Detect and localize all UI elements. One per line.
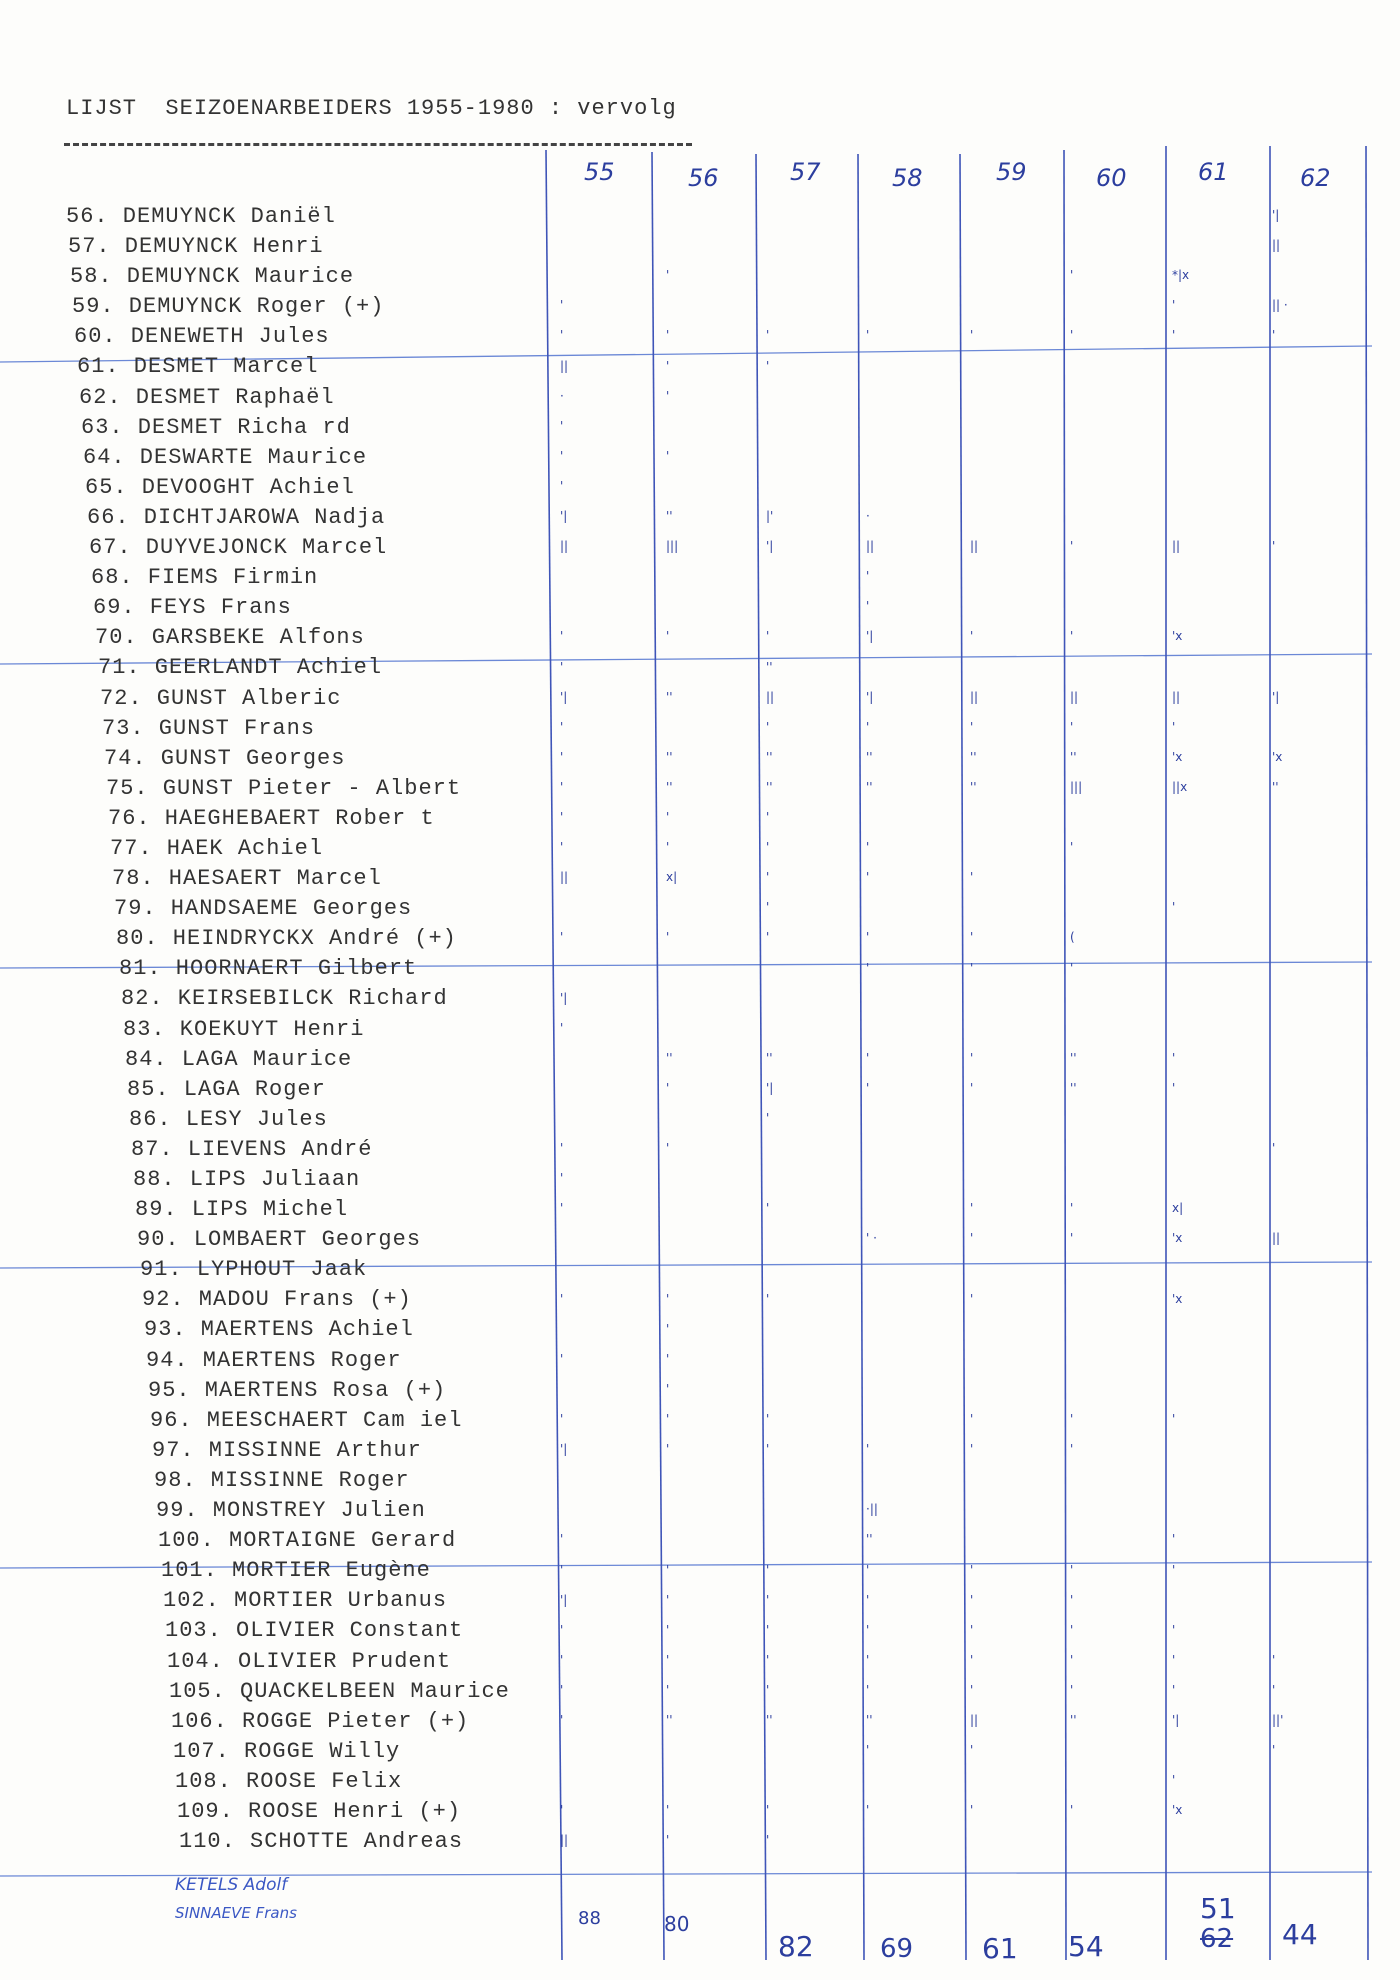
worker-row: 84. LAGA Maurice [125,1046,353,1072]
worker-row: 97. MISSINNE Arthur [152,1437,422,1463]
tally-mark: '| [766,539,774,554]
tally-mark: x| [1172,1201,1184,1216]
tally-mark: ' [866,1682,870,1697]
tally-mark: ' [560,1291,564,1306]
tally-mark: ' [560,779,564,794]
worker-row: 72. GUNST Alberic [100,685,342,711]
tally-mark: 'x [1172,749,1183,764]
tally-mark: '' [1070,1080,1077,1095]
worker-row: 78. HAESAERT Marcel [112,866,382,892]
tally-mark: ' [970,1803,974,1818]
tally-mark: '' [1272,779,1279,794]
worker-row: 94. MAERTENS Roger [146,1347,402,1373]
tally-mark: '| [766,1080,774,1095]
worker-row: 73. GUNST Frans [102,715,316,741]
tally-mark: ' [1172,1562,1176,1577]
worker-row: 80. HEINDRYCKX André (+) [116,926,457,952]
tally-mark: ' [766,810,770,824]
tally-mark: ' [866,1803,870,1818]
tally-mark: '' [1070,749,1077,764]
tally-mark: '' [666,779,673,794]
tally-mark: ' [970,328,974,343]
tally-mark: |' [766,509,774,523]
tally-mark: ' [1070,268,1074,283]
tally-mark: ' [970,1080,974,1095]
tally-mark: ' [560,418,564,433]
column-total-55: 88 [578,1908,601,1929]
worker-row: 85. LAGA Roger [127,1076,326,1102]
tally-mark: ' [1172,1532,1176,1547]
year-header-55: 55 [584,158,615,186]
tally-mark: '' [866,749,873,764]
worker-row: 81. HOORNAERT Gilbert [119,956,418,982]
tally-mark: ' [970,1291,974,1306]
tally-mark: '' [1070,1050,1077,1065]
tally-mark: ' [1172,1773,1176,1788]
tally-mark: '| [560,689,568,704]
tally-mark: '' [766,779,773,794]
tally-mark: ' [560,298,564,313]
tally-mark: ' [766,1652,770,1667]
tally-mark: ' [666,1803,670,1818]
tally-mark: '' [866,1532,873,1547]
worker-row: 63. DESMET Richa rd [81,414,351,440]
year-header-57: 57 [790,158,821,186]
worker-row: 79. HANDSAEME Georges [114,896,413,922]
tally-mark: '' [766,749,773,764]
tally-mark: ' [1070,1803,1074,1818]
worker-row: 90. LOMBAERT Georges [137,1227,422,1253]
tally-mark: || [1172,539,1181,554]
tally-mark: ' [866,719,870,734]
added-name-1: KETELS Adolf [175,1875,288,1895]
year-header-61: 61 [1198,158,1229,186]
tally-mark: ' [1070,1231,1074,1246]
tally-mark: '| [866,629,874,644]
tally-mark: || [970,1713,979,1727]
tally-mark: || [766,689,775,704]
tally-mark: ' [1172,719,1176,734]
tally-mark: x| [666,870,678,885]
tally-mark: ' [1070,1442,1074,1457]
tally-mark: '' [666,749,673,764]
tally-mark: ' [970,1592,974,1607]
worker-row: 56. DEMUYNCK Daniël [66,204,336,229]
tally-mark: ' [560,1020,564,1035]
tally-mark: ' [1070,1592,1074,1607]
tally-mark: ' [560,448,564,463]
tally-mark: ' [970,719,974,734]
tally-mark: ' [666,1562,670,1577]
tally-mark: || [560,539,569,554]
tally-mark: ' [970,930,974,945]
title-underline [64,143,692,146]
worker-row: 77. HAEK Achiel [110,835,324,861]
tally-mark: ' [1172,328,1176,343]
tally-mark: ' [560,840,564,855]
tally-mark: ' [666,1351,670,1366]
tally-mark: ' [866,1652,870,1667]
tally-mark: ' [766,1201,770,1216]
tally-mark: ' [766,870,770,885]
worker-row: 76. HAEGHEBAERT Rober t [108,805,435,831]
tally-mark: ' [666,930,670,945]
worker-row: 91. LYPHOUT Jaak [140,1257,368,1283]
tally-mark: ' [1272,1141,1276,1156]
year-header-56: 56 [688,164,719,192]
tally-mark: ' [666,840,670,855]
tally-mark: || [560,358,569,373]
tally-mark: ' [1070,1622,1074,1637]
worker-row: 104. OLIVIER Prudent [167,1648,452,1674]
worker-row: 60. DENEWETH Jules [74,324,330,350]
tally-mark: ' [866,930,870,945]
column-total-60: 54 [1068,1930,1104,1963]
worker-row: 66. DICHTJAROWA Nadja [87,504,386,530]
column-total-57: 82 [778,1930,814,1963]
tally-mark: ' [970,1743,974,1758]
tally-mark: '' [866,1713,873,1727]
tally-mark: ' [1272,1743,1276,1758]
tally-mark: ' [766,1803,770,1818]
tally-mark: '' [666,509,673,523]
worker-row: 64. DESWARTE Maurice [83,444,368,470]
tally-mark: ' [560,1532,564,1547]
tally-mark: '| [560,1442,568,1457]
tally-mark: ' [666,1412,670,1426]
tally-mark: ' [1070,1562,1074,1577]
worker-row: 96. MEESCHAERT Cam iel [150,1407,463,1433]
tally-mark: '' [970,749,977,764]
tally-mark: 'x [1172,1231,1183,1246]
tally-mark: ' [866,870,870,885]
tally-mark: ' [666,1321,670,1336]
tally-mark: *|x [1172,268,1190,283]
worker-row: 69. FEYS Frans [93,595,292,621]
tally-mark: ' [1070,629,1074,644]
tally-mark: ' [560,1141,564,1156]
worker-row: 88. LIPS Juliaan [133,1167,361,1192]
tally-mark: ' [560,1713,564,1727]
tally-mark: || [1070,689,1079,704]
tally-mark: ' [970,1682,974,1697]
tally-mark: '| [866,689,874,704]
tally-mark: '| [1172,1713,1180,1727]
tally-mark: ' [1070,840,1074,855]
worker-row: 57. DEMUYNCK Henri [68,234,324,260]
tally-mark: ' [766,719,770,734]
tally-mark: · [560,388,564,403]
tally-mark: ' [1172,1652,1176,1667]
tally-mark: ' [766,328,770,343]
tally-mark: '' [766,1713,773,1727]
tally-mark: 'x [1272,749,1283,764]
tally-mark: ' [866,599,870,614]
tally-mark: || [866,539,875,554]
tally-mark: ' [970,870,974,885]
tally-mark: ' [560,328,564,343]
tally-mark: ' [666,1442,670,1457]
tally-mark: '' [766,659,773,674]
tally-mark: ' [1172,298,1176,313]
tally-mark: || [970,689,979,704]
tally-mark: ' [1272,328,1276,343]
tally-mark: '' [1070,1713,1077,1727]
tally-mark: ' [666,1291,670,1306]
tally-mark: ' [666,1141,670,1156]
tally-mark: || [970,539,979,554]
worker-row: 99. MONSTREY Julien [156,1498,426,1524]
tally-mark: ( [1070,930,1075,945]
tally-mark: ' [766,1291,770,1306]
column-total-62: 44 [1282,1918,1318,1951]
tally-mark: ' [560,478,564,493]
tally-mark: ' [666,1622,670,1637]
tally-mark: ||' [1272,1713,1284,1727]
worker-row: 87. LIEVENS André [131,1136,373,1162]
tally-mark: ' [666,448,670,463]
tally-mark: ' [560,930,564,945]
tally-mark: ' [970,1622,974,1637]
crossed-out-total: 62 [1200,1924,1234,1954]
worker-row: 58. DEMUYNCK Maurice [70,264,355,290]
tally-mark: ' [560,810,564,824]
tally-mark: '' [666,1050,673,1065]
tally-mark: ' [666,1652,670,1667]
tally-mark: ' [970,1562,974,1577]
tally-mark: ' [970,629,974,644]
tally-mark: ' [970,1412,974,1426]
tally-mark: ' [766,1562,770,1577]
worker-row: 74. GUNST Georges [104,745,346,771]
tally-mark: ' [560,1351,564,1366]
tally-mark: 'x [1172,629,1183,644]
tally-mark: || [560,1833,569,1848]
tally-mark: ' [1070,1682,1074,1697]
tally-mark: ' [560,1682,564,1697]
worker-row: 106. ROGGE Pieter (+) [171,1708,470,1734]
tally-mark: ' [666,1381,670,1396]
tally-mark: ' [866,1442,870,1457]
column-total-58: 69 [880,1934,914,1964]
tally-mark: ' [970,1201,974,1216]
tally-mark: ' [1172,1080,1176,1095]
tally-mark: ' [766,1682,770,1697]
tally-mark: ·|| [866,1502,878,1517]
worker-row: 108. ROOSE Felix [175,1768,403,1794]
tally-mark: ' [666,810,670,824]
tally-mark: ' [866,1622,870,1637]
worker-row: 102. MORTIER Urbanus [163,1588,448,1614]
worker-list [66,202,556,1857]
tally-mark: ' [866,569,870,584]
worker-row: 83. KOEKUYT Henri [123,1016,365,1042]
tally-mark: ' [866,1050,870,1065]
tally-mark: ' [1070,539,1074,554]
tally-mark: ' [666,358,670,373]
tally-mark: || [560,870,569,885]
tally-mark: ' [1070,1412,1074,1426]
tally-mark: ' [1272,1652,1276,1667]
worker-row: 86. LESY Jules [129,1106,328,1132]
worker-row: 68. FIEMS Firmin [91,565,319,591]
tally-mark: ' [1172,1412,1176,1426]
worker-row: 100. MORTAIGNE Gerard [158,1528,457,1554]
worker-row: 65. DEVOOGHT Achiel [85,474,355,500]
tally-mark: '' [766,1050,773,1065]
tally-mark: ' [766,840,770,855]
tally-mark: ' [1272,539,1276,554]
tally-mark: '| [560,509,568,523]
worker-row: 110. SCHOTTE Andreas [179,1829,464,1855]
added-name-2: SINNAEVE Frans [175,1904,297,1922]
year-header-60: 60 [1096,164,1127,192]
column-total-56: 80 [664,1912,690,1936]
tally-mark: ' [970,1050,974,1065]
tally-mark: ' [666,629,670,644]
tally-mark: ' [866,1592,870,1607]
column-total-61: 51 [1200,1892,1236,1925]
tally-mark: ' · [866,1231,877,1246]
tally-mark: ' [560,1412,564,1426]
worker-row: 109. ROOSE Henri (+) [177,1798,462,1824]
tally-mark: ' [560,719,564,734]
tally-mark: ' [666,328,670,343]
tally-mark: ' [1070,1652,1074,1667]
tally-mark: ' [970,1231,974,1246]
tally-mark: ' [560,659,564,674]
tally-mark: ' [666,388,670,403]
worker-row: 62. DESMET Raphaël [79,384,335,410]
tally-mark: ' [666,1592,670,1607]
worker-row: 93. MAERTENS Achiel [144,1317,414,1343]
worker-row: 61. DESMET Marcel [77,354,319,380]
tally-mark: || · [1272,298,1288,313]
tally-mark: ' [866,960,870,975]
worker-row: 67. DUYVEJONCK Marcel [89,535,388,561]
worker-row: 75. GUNST Pieter - Albert [106,775,462,801]
tally-mark: · [866,509,870,523]
tally-mark: ||| [666,539,679,554]
tally-mark: ' [1070,1201,1074,1216]
tally-mark: ' [766,1592,770,1607]
tally-mark: ' [766,1442,770,1457]
tally-mark: 'x [1172,1803,1183,1818]
tally-mark: ||x [1172,779,1188,794]
tally-mark: ' [666,268,670,283]
worker-row: 82. KEIRSEBILCK Richard [121,986,448,1012]
tally-mark: ' [970,1652,974,1667]
tally-mark: ' [666,1833,670,1848]
tally-mark: '' [666,689,673,704]
worker-row: 105. QUACKELBEEN Maurice [169,1678,510,1704]
worker-row: 70. GARSBEKE Alfons [95,625,365,651]
tally-mark: ' [866,840,870,855]
tally-mark: ' [766,1622,770,1637]
tally-mark: || [1172,689,1181,704]
tally-mark: ' [560,749,564,764]
tally-mark: ' [1172,1050,1176,1065]
year-header-58: 58 [892,164,923,192]
tally-mark: || [1272,238,1281,253]
year-header-62: 62 [1300,164,1331,192]
worker-row: 101. MORTIER Eugène [161,1558,431,1584]
tally-mark: '| [1272,208,1280,222]
tally-mark: 'x [1172,1291,1183,1306]
worker-row: 95. MAERTENS Rosa (+) [148,1377,447,1403]
tally-mark: ' [766,1412,770,1426]
tally-mark: '| [560,1592,568,1607]
tally-mark: ' [1172,1622,1176,1637]
tally-mark: ' [560,1622,564,1637]
column-total-59: 61 [982,1932,1018,1965]
tally-mark: ' [766,629,770,644]
worker-row: 89. LIPS Michel [135,1197,349,1223]
worker-row: 59. DEMUYNCK Roger (+) [72,294,385,320]
tally-mark: ' [866,1080,870,1095]
tally-mark: ' [1070,960,1074,975]
page-title: LIJST SEIZOENARBEIDERS 1955-1980 : vervolg [66,96,677,121]
tally-mark: ' [666,1080,670,1095]
tally-mark: '' [666,1713,673,1727]
tally-mark: ' [1070,719,1074,734]
tally-mark: ' [766,900,770,915]
worker-row: 103. OLIVIER Constant [165,1618,464,1644]
tally-mark: ' [666,1682,670,1697]
tally-mark: ' [560,1652,564,1667]
tally-mark: ' [866,1743,870,1758]
worker-row: 92. MADOU Frans (+) [142,1287,412,1313]
tally-mark: '| [1272,689,1280,704]
tally-mark: ' [866,328,870,343]
tally-mark: '' [970,779,977,794]
tally-mark: ' [766,930,770,945]
year-header-59: 59 [996,158,1027,186]
tally-mark: ' [1070,328,1074,343]
worker-row: 107. ROGGE Willy [173,1738,401,1764]
tally-mark: || [1272,1231,1281,1246]
tally-mark: ' [560,629,564,644]
tally-mark: ||| [1070,779,1083,794]
tally-mark: ' [560,1562,564,1577]
tally-mark: ' [1172,1682,1176,1697]
tally-mark: ' [866,1562,870,1577]
tally-mark: ' [766,358,770,373]
tally-mark: ' [766,1833,770,1848]
tally-mark: '| [560,990,568,1005]
tally-mark: ' [560,1201,564,1216]
tally-mark: ' [970,1442,974,1457]
worker-row: 98. MISSINNE Roger [154,1467,410,1493]
worker-row: 71. GEERLANDT Achiel [98,655,383,681]
tally-mark: ' [970,960,974,975]
tally-mark: ' [1172,900,1176,915]
tally-mark: ' [560,1171,564,1186]
tally-mark: '' [866,779,873,794]
tally-mark: ' [766,1111,770,1125]
tally-mark: ' [1272,1682,1276,1697]
tally-mark: ' [560,1803,564,1818]
